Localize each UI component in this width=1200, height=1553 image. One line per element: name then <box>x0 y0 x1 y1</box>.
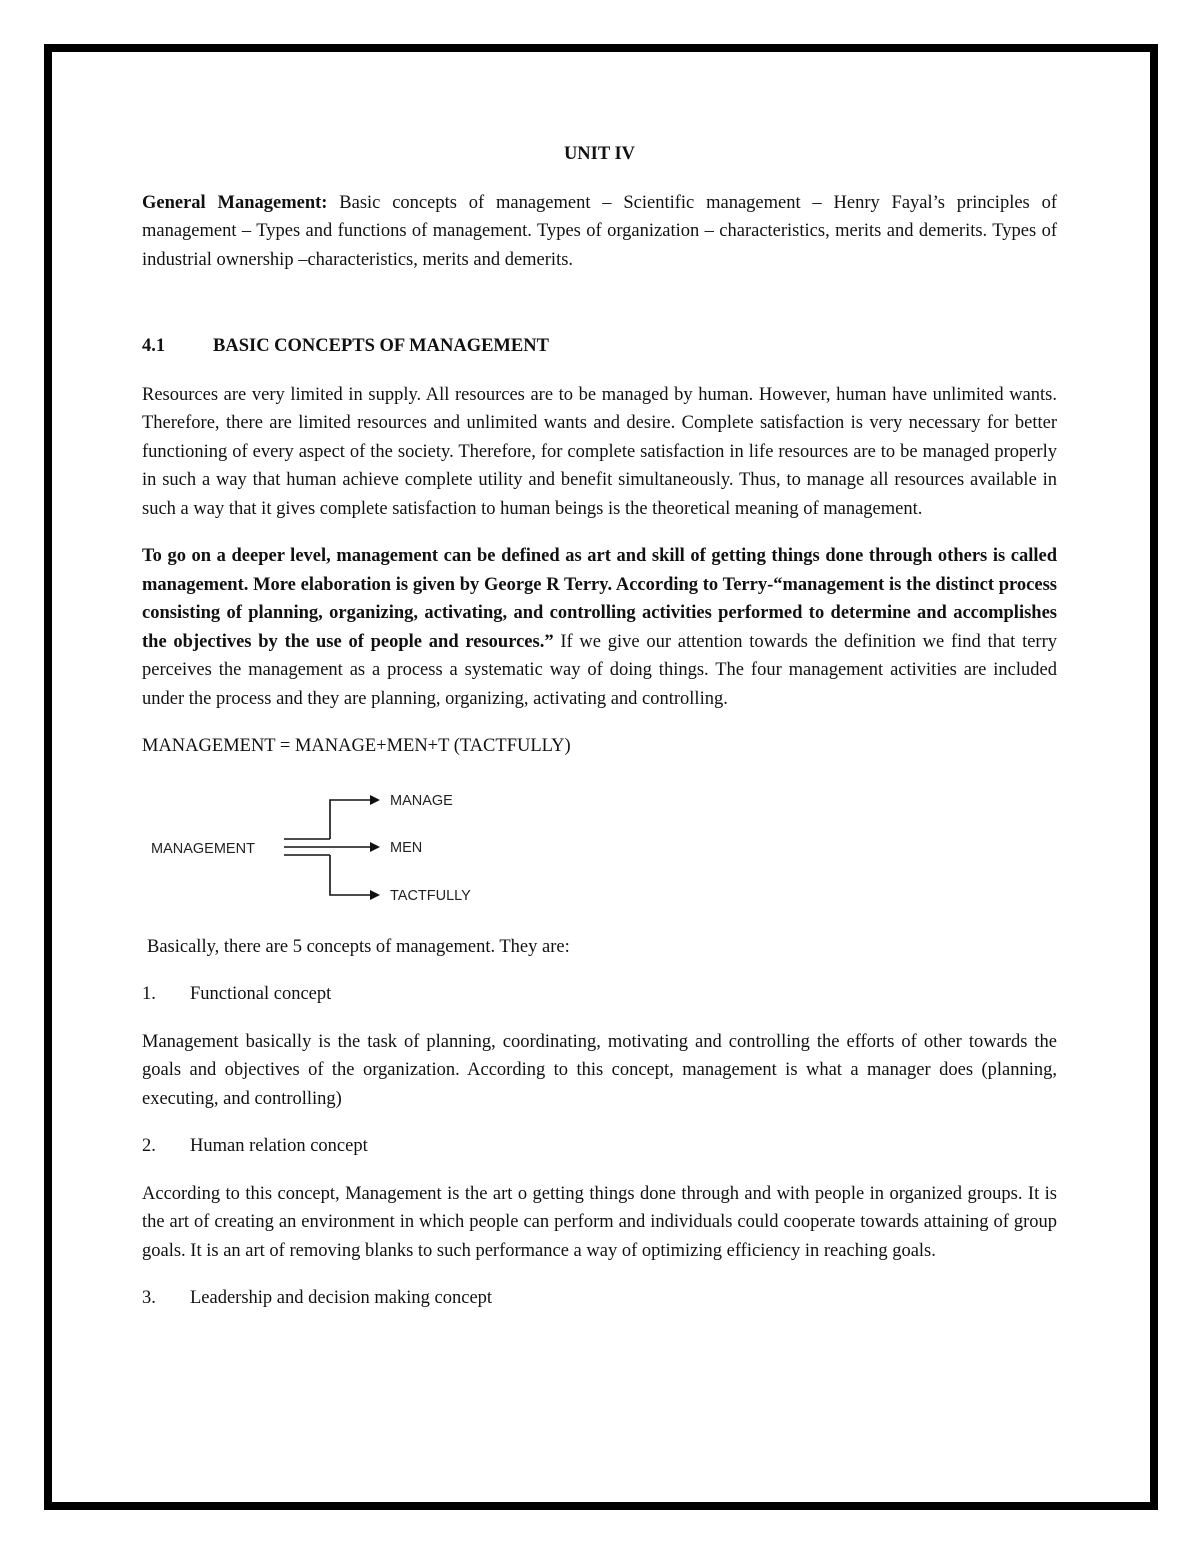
diagram-arrowheads <box>370 795 380 900</box>
diagram-target-manage: MANAGE <box>390 792 453 809</box>
concept-number: 2. <box>142 1136 156 1156</box>
management-diagram <box>142 775 1057 915</box>
concept-number: 3. <box>142 1288 156 1308</box>
diagram-target-tactfully: TACTFULLY <box>390 887 471 904</box>
concept-heading-2 <box>142 1132 1057 1161</box>
syllabus-text: Basic concepts of management – Scientific management – Henry Fayal’s principles of management – Types and functions of management. Types of organization – characteristics, merits and demerits. Types of industrial ownership –characteristics, merits and demerits. <box>142 192 1057 270</box>
terry-definition: To go on a deeper level, management can be defined as art and skill of getting things done through others is called management. More elaboration is given by George R Terry. According to Terry-“management is the distinct process consisting of planning, organizing, activating, and controlling activities performed to determine and accomplishes the objectives by the use of people and resources.” <box>142 546 1057 652</box>
section-heading <box>142 332 1057 361</box>
section-title: BASIC CONCEPTS OF MANAGEMENT <box>213 336 549 356</box>
unit-title: UNIT IV <box>563 144 636 164</box>
management-equation: MANAGEMENT = MANAGE+MEN+T (TACTFULLY) <box>142 736 571 756</box>
document-body <box>142 140 1057 1332</box>
concept-description-1: Management basically is the task of planning, coordinating, motivating and controlling the efforts of other towards the goals and objectives of the organization. According to this concept, management is what a manager does (planning, executing, and controlling) <box>142 1031 1057 1109</box>
concept-description-2: According to this concept, Management is the art o getting things done through and with people in organized groups. It is the art of creating an environment in which people can perform and individuals could cooperate towards attaining of group goals. It is an art of removing blanks to such performance a way of optimizing efficiency in reaching goals. <box>142 1183 1057 1261</box>
connector-upper-path <box>330 800 370 839</box>
terry-paragraph <box>142 542 1057 713</box>
diagram-connectors <box>284 800 370 895</box>
concepts-intro: Basically, there are 5 concepts of management. They are: <box>147 936 570 957</box>
arrowhead-men <box>370 842 380 852</box>
concept-heading-1 <box>142 980 1057 1009</box>
arrowhead-manage <box>370 795 380 805</box>
concept-number: 1. <box>142 984 156 1004</box>
resources-paragraph: Resources are very limited in supply. All resources are to be managed by human. However, human have unlimited wants. Therefore, there are limited resources and unlimited wants and desire. Complete satisfaction is very necessary for better functioning of every aspect of the society. Therefore, for complete satisfaction in life resources are to be managed properly in such a way that human achieve complete utility and benefit simultaneously. Thus, to manage all resources available in such a way that it gives complete satisfaction to human beings is the theoretical meaning of management. <box>142 384 1057 519</box>
concept-heading-3 <box>142 1284 1057 1313</box>
concept-title: Human relation concept <box>190 1136 368 1156</box>
diagram-target-men: MEN <box>390 839 423 856</box>
section-number: 4.1 <box>142 336 166 356</box>
arrowhead-tactfully <box>370 890 380 900</box>
concept-title: Leadership and decision making concept <box>190 1288 493 1308</box>
terry-explanation: If we give our attention towards the definition we find that terry perceives the management as a process a systematic way of doing things. The four management activities are included under the process and they are planning, organizing, activating and controlling. <box>142 631 1057 709</box>
diagram-source-label: MANAGEMENT <box>151 840 255 857</box>
syllabus-label: General Management: <box>142 192 328 213</box>
syllabus-paragraph <box>142 189 1057 275</box>
concept-title: Functional concept <box>190 984 332 1004</box>
connector-lower-path <box>330 855 370 895</box>
